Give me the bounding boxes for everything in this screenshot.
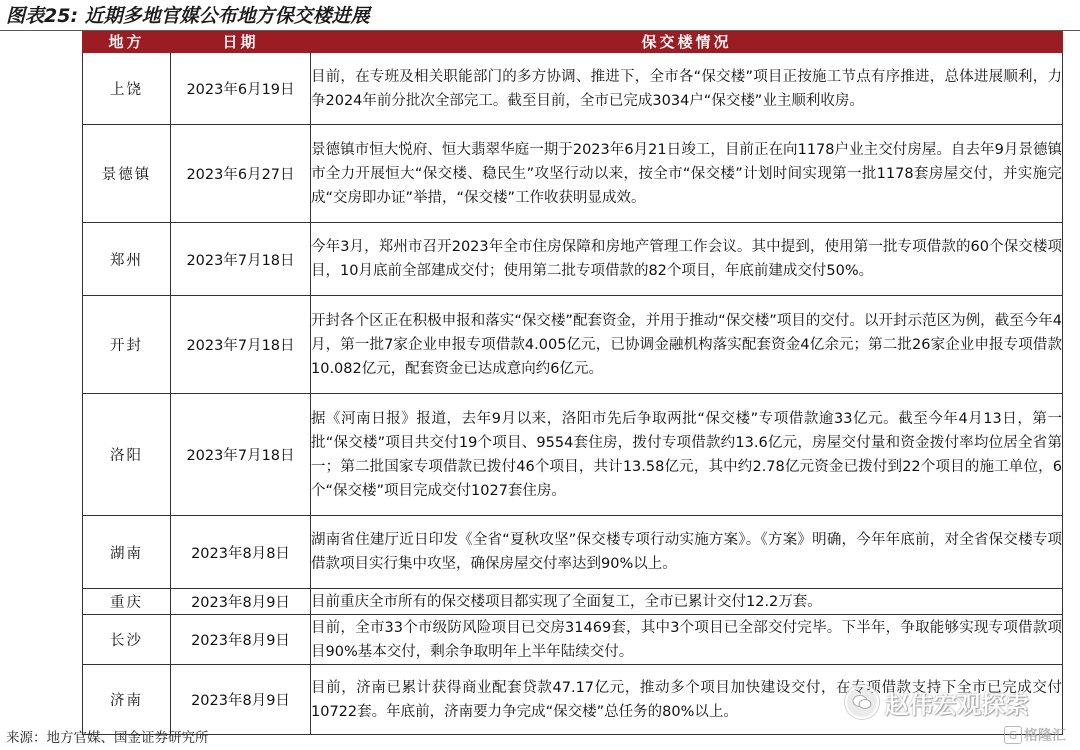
- region-cell: 重庆: [83, 589, 171, 615]
- status-cell: 今年3月，郑州市召开2023年全市住房保障和房地产管理工作会议。其中提到，使用第一批专项借款的60个保交楼项目，10月底前全部建成交付；使用第二批专项借款的82个项目，年底前建成交付50%。: [311, 223, 1063, 296]
- status-cell: 目前重庆全市所有的保交楼项目都实现了全面复工，全市已累计交付12.2万套。: [311, 589, 1063, 615]
- table-row: [83, 296, 1063, 394]
- region-cell: 景德镇: [83, 125, 171, 223]
- region-cell: 郑州: [83, 223, 171, 296]
- table-row: [83, 223, 1063, 296]
- date-cell: 2023年6月27日: [171, 125, 311, 223]
- status-cell: 目前，济南已累计获得商业配套贷款47.17亿元，推动多个项目加快建设交付，在专项借款支持下全市已完成交付10722套。年底前，济南要力争完成“保交楼”总任务的80%以上。: [311, 665, 1063, 735]
- status-cell: 据《河南日报》报道，去年9月以来，洛阳市先后争取两批“保交楼”专项借款逾33亿元。截至今年4月13日，第一批“保交楼”项目共交付19个项目、9554套住房，拨付专项借款约13.6亿元，房屋交付量和资金拨付率均位居全省第一；第二批国家专项借款已拨付46个项目，共计13.58亿元，其中约2.78亿元资金已拨付到22个项目的施工单位，6个“保交楼”项目完成交付1027套住房。: [311, 394, 1063, 516]
- status-cell: 目前，全市33个市级防风险项目已交房31469套，其中3个项目已全部交付完毕。下半年，争取能够实现专项借款项目90%基本交付，剩余争取明年上半年陆续交付。: [311, 615, 1063, 665]
- table-header-row: [83, 32, 1063, 53]
- table-row: [83, 615, 1063, 665]
- date-cell: 2023年6月19日: [171, 53, 311, 125]
- status-cell: 开封各个区正在积极申报和落实“保交楼”配套资金，并用于推动“保交楼”项目的交付。以开封示范区为例，截至今年4月，第一批7家企业申报专项借款4.005亿元，已协调金融机构落实配套资金4亿余元；第二批26家企业申报专项借款10.082亿元，配套资金已达成意向约6亿元。: [311, 296, 1063, 394]
- gelonghui-logo-icon: G: [1004, 726, 1022, 744]
- wechat-icon: [845, 685, 879, 719]
- table-row: [83, 125, 1063, 223]
- region-cell: 上饶: [83, 53, 171, 125]
- table-row: [83, 53, 1063, 125]
- date-cell: 2023年8月8日: [171, 516, 311, 589]
- status-cell: 目前，在专班及相关职能部门的多方协调、推进下，全市各“保交楼”项目正按施工节点有序推进，总体进展顺利，力争2024年前分批次全部完工。截至目前，全市已完成3034户“保交楼”业主顺利收房。: [311, 53, 1063, 125]
- progress-table: [82, 31, 1063, 735]
- region-cell: 开封: [83, 296, 171, 394]
- watermark-text: 赵伟宏观探索: [885, 690, 1029, 719]
- column-header-region: 地方: [83, 32, 171, 53]
- gelonghui-logo: [1004, 724, 1066, 746]
- figure-title: 图表25: 近期多地官媒公布地方保交楼进展: [6, 5, 370, 27]
- date-cell: 2023年7月18日: [171, 223, 311, 296]
- date-cell: 2023年7月18日: [171, 296, 311, 394]
- date-cell: 2023年8月9日: [171, 589, 311, 615]
- logo-text: 格隆汇: [1024, 728, 1066, 744]
- table-row: [83, 516, 1063, 589]
- status-cell: 景德镇市恒大悦府、恒大翡翠华庭一期于2023年6月21日竣工，目前正在向1178户业主交付房屋。自去年9月景德镇市全力开展恒大“保交楼、稳民生”攻坚行动以来，按全市“保交楼”计划时间实现第一批1178套房屋交付，并实施完成“交房即办证”举措，“保交楼”工作收获明显成效。: [311, 125, 1063, 223]
- date-cell: 2023年7月18日: [171, 394, 311, 516]
- region-cell: 长沙: [83, 615, 171, 665]
- table-row: [83, 589, 1063, 615]
- region-cell: 济南: [83, 665, 171, 735]
- status-cell: 湖南省住建厅近日印发《全省“夏秋攻坚”保交楼专项行动实施方案》。《方案》明确，今年年底前，对全省保交楼专项借款项目实行集中攻坚，确保房屋交付率达到90%以上。: [311, 516, 1063, 589]
- column-header-status: 保交楼情况: [311, 32, 1063, 53]
- date-cell: 2023年8月9日: [171, 665, 311, 735]
- date-cell: 2023年8月9日: [171, 615, 311, 665]
- column-header-date: 日期: [171, 32, 311, 53]
- table-row: [83, 394, 1063, 516]
- wechat-watermark: [845, 682, 1029, 722]
- source-note: 来源：地方官媒、国金证券研究所: [6, 730, 209, 746]
- region-cell: 洛阳: [83, 394, 171, 516]
- region-cell: 湖南: [83, 516, 171, 589]
